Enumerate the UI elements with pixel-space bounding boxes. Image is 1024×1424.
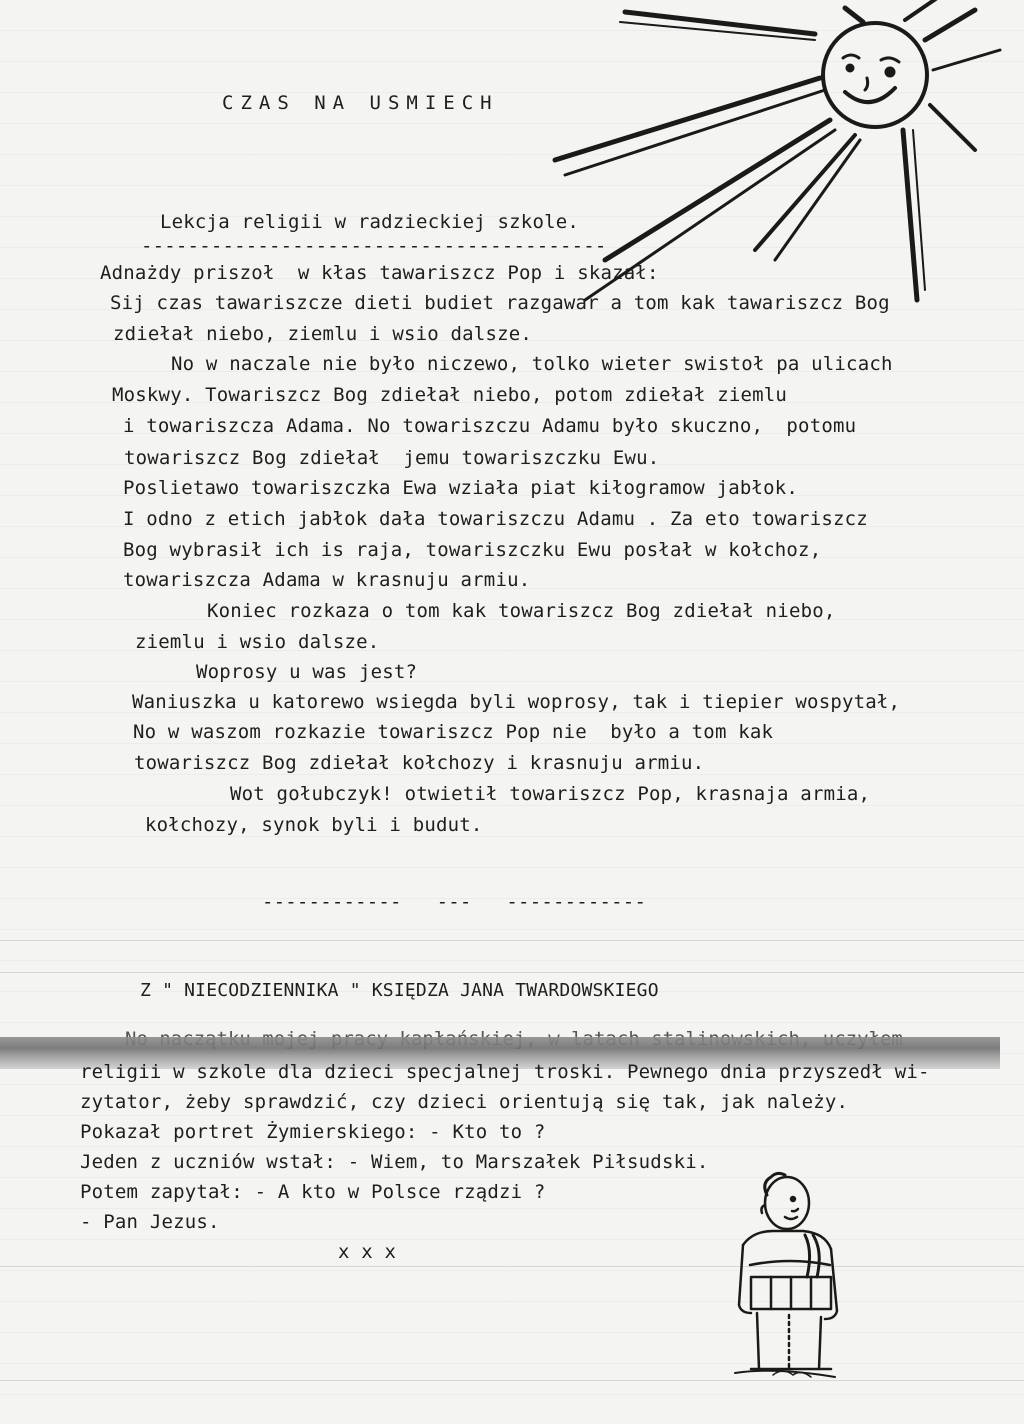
text-line: towariszcz Bog zdiełał kołchozy i krasnuju armiu. (134, 752, 705, 774)
text-line: zytator, żeby sprawdzić, czy dzieci orientują się tak, jak należy. (80, 1091, 849, 1113)
text-line: Potem zapytał: - A kto w Polsce rządzi ? (80, 1181, 546, 1203)
text-line: Jeden z uczniów wstał: - Wiem, to Marszałek Piłsudski. (80, 1151, 709, 1173)
text-line: ziemlu i wsio dalsze. (135, 631, 380, 653)
text-line: Sij czas tawariszcze dieti budiet razgawar a tom kak tawariszcz Bog (110, 292, 890, 314)
text-line: I odno z etich jabłok dała towariszczu Adamu . Za eto towariszcz (123, 508, 868, 530)
priest-drawing (695, 1165, 865, 1385)
text-line: Bog wybrasił ich is raja, towariszczku Ewu posłał w kołchoz, (123, 539, 822, 561)
end-mark: x x x (338, 1241, 397, 1263)
article-heading: Z " NIECODZIENNIKA " KSIĘDZA JANA TWARDOWSKIEGO (140, 980, 659, 1001)
text-line: - Pan Jezus. (80, 1211, 220, 1233)
text-line: Adnażdy priszoł w kłas tawariszcz Pop i skazał: (100, 262, 659, 284)
text-line: Poslietawo towariszczka Ewa wziała piat kiłogramow jabłok. (123, 477, 799, 499)
text-line: No w naczale nie było niczewo, tolko wieter swistoł pa ulicach (171, 353, 893, 375)
page-title: CZAS NA USMIECH (222, 92, 499, 114)
text-line: towariszcza Adama w krasnuju armiu. (123, 569, 531, 591)
text-line: Pokazał portret Żymierskiego: - Kto to ? (80, 1121, 546, 1143)
text-line: Woprosy u was jest? (196, 661, 418, 683)
text-line: Wot gołubczyk! otwietił towariszcz Pop, krasnaja armia, (230, 783, 871, 805)
text-line: Moskwy. Towariszcz Bog zdiełał niebo, potom zdiełał ziemlu (112, 384, 788, 406)
text-line: No w waszom rozkazie towariszcz Pop nie było a tom kak (133, 721, 774, 743)
text-line: i towariszcza Adama. No towariszczu Adamu było skuczno, potomu (123, 415, 857, 437)
faint-rule (0, 1380, 1024, 1381)
article-heading: Lekcja religii w radzieckiej szkole. (160, 211, 580, 233)
text-line: towariszcz Bog zdiełał jemu towariszczku Ewu. (124, 447, 660, 469)
heading-underline: ---------------------------------------- (141, 235, 607, 257)
text-line: religii w szkole dla dzieci specjalnej troski. Pewnego dnia przyszedł wi- (80, 1061, 930, 1083)
text-line: Waniuszka u katorewo wsiegda byli woprosy, tak i tiepier wospytał, (132, 691, 901, 713)
faint-rule (0, 972, 1024, 973)
section-separator: ------------ --- ------------ (262, 891, 647, 913)
text-line: Koniec rozkaza o tom kak towariszcz Bog zdiełał niebo, (207, 600, 836, 622)
text-line: kołchozy, synok byli i budut. (145, 814, 483, 836)
faint-rule (0, 1266, 1024, 1267)
text-line: zdiełał niebo, ziemlu i wsio dalsze. (113, 323, 533, 345)
faint-rule (0, 940, 1024, 941)
